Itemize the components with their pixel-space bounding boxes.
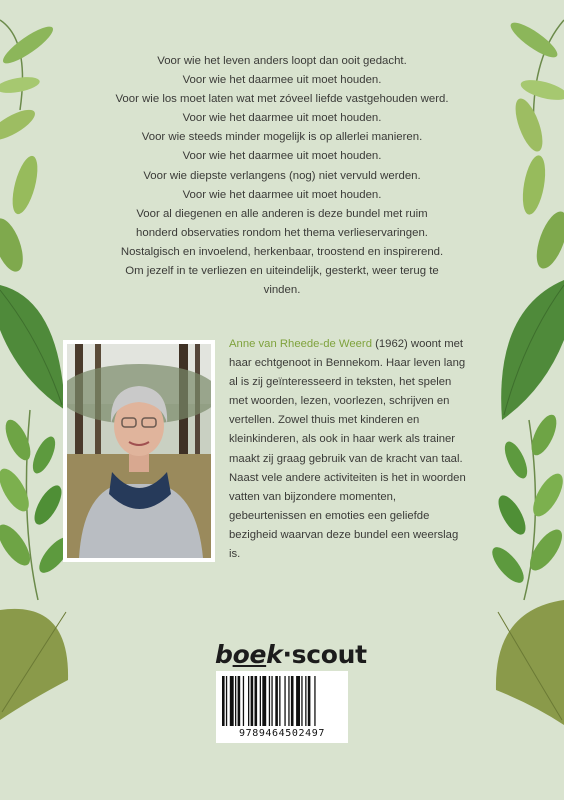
author-photo [63, 340, 215, 562]
blurb-line: Voor wie los moet laten wat met zóveel liefde vastgehouden werd. [115, 93, 449, 106]
blurb-line: vinden. [263, 284, 301, 297]
blurb-line: Voor wie het daarmee uit moet houden. [182, 188, 382, 201]
blurb-line: Voor wie het daarmee uit moet houden. [182, 74, 382, 87]
blurb-line: Voor wie diepste verlangens (nog) niet vervuld werden. [143, 169, 421, 182]
blurb-line: Voor wie het daarmee uit moet houden. [182, 150, 382, 163]
right-leaf-branch-top [506, 17, 564, 272]
left-leaf-large [0, 285, 65, 410]
blurb-line: Voor wie het daarmee uit moet houden. [182, 112, 382, 125]
blurb-line: honderd observaties rondom het thema verlieservaringen. [136, 226, 428, 239]
blurb-line: Nostalgisch en invoelend, herkenbaar, troostend en inspirerend. [120, 245, 444, 258]
back-cover-blurb [95, 52, 469, 300]
author-birth-year: (1962) [371, 338, 408, 350]
isbn-barcode [216, 671, 348, 743]
blurb-line: Voor wie het leven anders loopt dan ooit gedacht. [157, 55, 407, 67]
author-portrait-illustration [67, 344, 211, 558]
right-leaf-large [501, 280, 564, 420]
blurb-line: Voor wie steeds minder mogelijk is op allerlei manieren. [141, 131, 423, 144]
left-leaf-branch-top [0, 20, 57, 275]
barcode-bars [222, 676, 342, 726]
left-leaf-bottom [0, 609, 68, 720]
author-bio-text: woont met haar echtgenoot in Bennekom. Haar leven lang al is zij geïnteresseerd in teksten, het spelen met woorden, lezen, voorlezen, schrijven en vertellen. Zowel thuis met kinderen en kleinkinderen, als ook in haar werk als trainer maakt zij graag gebruik van de kracht van taal. Naast vele andere activiteiten is het in woorden vatten van bijzondere momenten, gebeurtenissen en emoties een geliefde bezigheid waarvan deze bundel een weerslag is. [229, 338, 466, 561]
publisher-logo: boek·scout [215, 640, 367, 669]
blurb-line: Om jezelf in te verliezen en uiteindelijk, gesterkt, weer terug te [125, 265, 439, 278]
isbn-number: 9789464502497 [238, 728, 326, 739]
blurb-line: Voor al diegenen en alle anderen is deze bundel met ruim [136, 207, 428, 220]
right-leaf-decoration [474, 0, 564, 800]
author-name: Anne van Rheede-de Weerd [229, 338, 372, 350]
right-leaf-bottom [496, 600, 564, 725]
author-bio [229, 335, 469, 564]
right-leaf-branch-middle [487, 411, 564, 600]
